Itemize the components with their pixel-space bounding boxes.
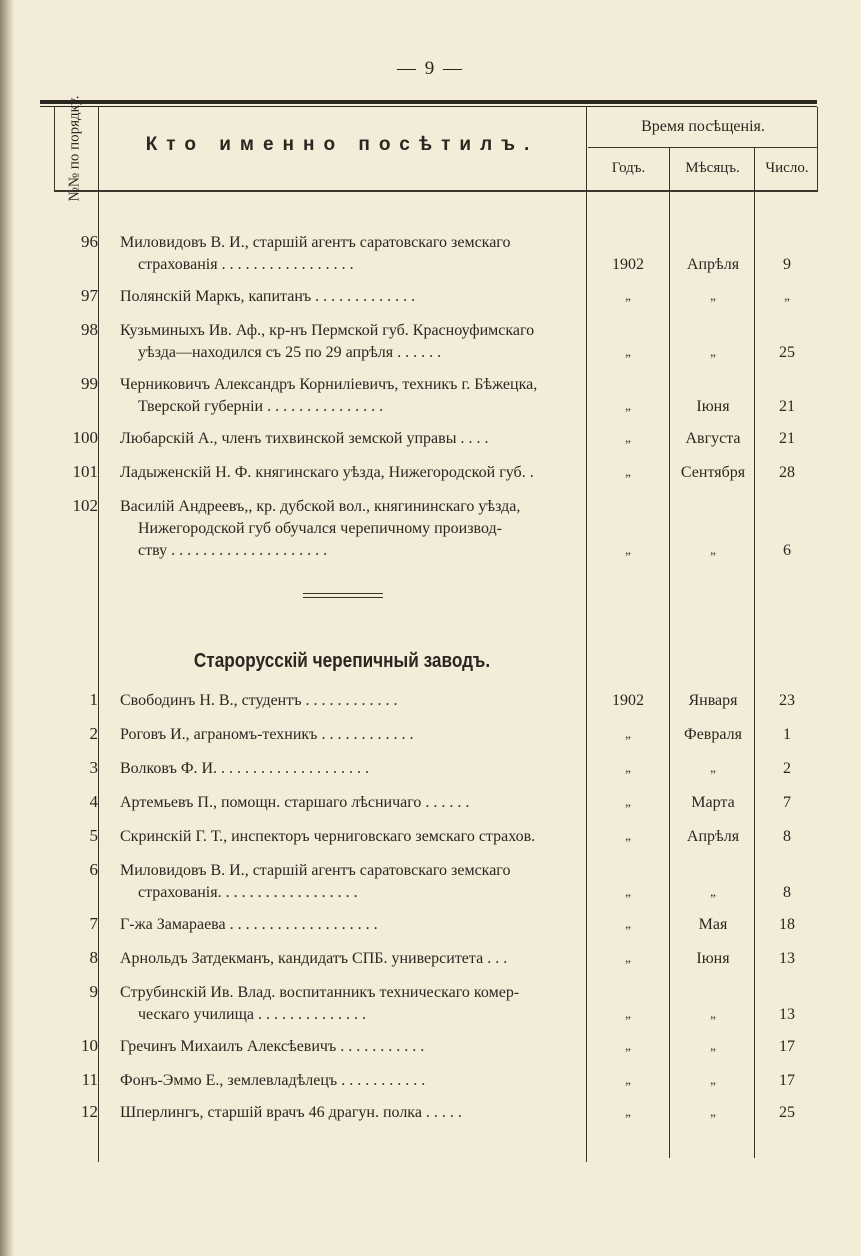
visitor-description (120, 1070, 582, 1092)
visitor-description (120, 826, 582, 848)
visitor-description (120, 232, 582, 276)
column-line (54, 107, 55, 192)
visit-year: „ (625, 1038, 631, 1053)
visit-day: 28 (779, 464, 795, 481)
visit-month: „ (710, 288, 716, 303)
section-separator (303, 593, 383, 598)
visit-year: „ (625, 760, 631, 775)
visitor-description (120, 724, 582, 746)
page-number: — 9 — (397, 58, 464, 79)
visit-year: 1902 (612, 692, 644, 709)
visit-day: 8 (783, 884, 791, 901)
visit-day: 1 (783, 726, 791, 743)
row-number: 10 (81, 1036, 98, 1055)
visit-day: 23 (779, 692, 795, 709)
visit-day: „ (784, 288, 790, 303)
description-line: Свободинъ Н. В., студентъ . . . . . . . . . . . . (120, 692, 398, 709)
column-line (586, 107, 587, 1162)
description-line: ству . . . . . . . . . . . . . . . . . . . . (138, 542, 328, 559)
description-line: Василій Андреевъ,, кр. дубской вол., княгининскаго уѣзда, (120, 498, 521, 515)
visit-day: 18 (779, 916, 795, 933)
visitor-description (120, 948, 582, 970)
row-number: 99 (81, 374, 98, 393)
visitor-description (120, 374, 582, 418)
visit-day: 13 (779, 950, 795, 967)
visitor-description (120, 914, 582, 936)
row-number: 102 (72, 496, 98, 515)
description-line: Скринскій Г. Т., инспекторъ черниговскаго земскаго страхов. (120, 828, 536, 845)
visit-day: 7 (783, 794, 791, 811)
visit-month: Января (688, 692, 738, 709)
visit-year: „ (625, 884, 631, 899)
description-line: уѣзда—находился съ 25 по 29 апрѣля . . . . . . (138, 344, 442, 361)
row-number: 98 (81, 320, 98, 339)
description-line: Г-жа Замараева . . . . . . . . . . . . . . . . . . . (120, 916, 378, 933)
row-number: 6 (89, 860, 98, 879)
visit-year: „ (625, 726, 631, 741)
description-line: Любарскій А., членъ тихвинской земской управы . . . . (120, 430, 489, 447)
visit-year: „ (625, 1006, 631, 1021)
description-line: Черниковичъ Александръ Корниліевичъ, техникъ г. Бѣжецка, (120, 376, 538, 393)
description-line: Фонъ-Эммо Е., землевладѣлецъ . . . . . . . . . . . (120, 1072, 426, 1089)
description-line: Миловидовъ В. И., старшій агентъ саратовскаго земскаго (120, 234, 511, 251)
description-line: Тверской губерніи . . . . . . . . . . . . . . . (138, 398, 384, 415)
row-number: 7 (89, 914, 98, 933)
visit-year: „ (625, 398, 631, 413)
description-line: Струбинскій Ив. Влад. воспитанникъ техническаго комер- (120, 984, 520, 1001)
visit-day: 25 (779, 1104, 795, 1121)
visitor-description (120, 496, 582, 562)
visit-day: 8 (783, 828, 791, 845)
row-number: 3 (89, 758, 98, 777)
visitor-description (120, 1102, 582, 1124)
column-line (98, 107, 99, 1162)
visit-year: „ (625, 464, 631, 479)
row-number: 100 (72, 428, 98, 447)
visit-day: 21 (779, 430, 795, 447)
description-line: Полянскій Маркъ, капитанъ . . . . . . . . . . . . . (120, 288, 416, 305)
visit-month: Апрѣля (686, 256, 740, 273)
visit-day: 2 (783, 760, 791, 777)
visit-year: „ (625, 950, 631, 965)
visit-day: 17 (779, 1038, 795, 1055)
row-number: 2 (89, 724, 98, 743)
visit-month: Мая (698, 916, 728, 933)
description-line: Миловидовъ В. И., старшій агентъ саратовскаго земскаго (120, 862, 511, 879)
visit-year: „ (625, 916, 631, 931)
visit-year: „ (625, 288, 631, 303)
column-line (669, 148, 670, 1158)
visit-year: „ (625, 344, 631, 359)
description-line: Нижегородской губ обучался черепичному производ- (138, 520, 502, 537)
visit-month: „ (710, 1006, 716, 1021)
visitor-description (120, 1036, 582, 1058)
row-number: 97 (81, 286, 98, 305)
visit-day: 13 (779, 1006, 795, 1023)
visitor-description (120, 982, 582, 1026)
visit-month: Марта (691, 794, 735, 811)
visit-month: „ (710, 542, 716, 557)
description-line: Волковъ Ф. И. . . . . . . . . . . . . . . . . . . . (120, 760, 370, 777)
visit-month: Апрѣля (686, 828, 740, 845)
row-number: 5 (89, 826, 98, 845)
visit-month: „ (710, 1072, 716, 1087)
row-number: 11 (81, 1070, 98, 1089)
visit-day: 9 (783, 256, 791, 273)
description-line: Шперлингъ, старшій врачъ 46 драгун. полка . . . . . (120, 1104, 462, 1121)
row-number: 101 (72, 462, 98, 481)
row-number: 1 (89, 690, 98, 709)
visit-month: Февраля (684, 726, 742, 743)
visit-month: „ (710, 1104, 716, 1119)
row-number: 9 (89, 982, 98, 1001)
visit-month: „ (710, 884, 716, 899)
visit-month: Сентября (680, 464, 746, 481)
row-number: 4 (89, 792, 98, 811)
visit-year: „ (625, 430, 631, 445)
visit-day: 6 (783, 542, 791, 559)
row-number: 8 (89, 948, 98, 967)
description-line: Кузьминыхъ Ив. Аф., кр-нъ Пермской губ. Красноуфимскаго (120, 322, 535, 339)
header-bottom-rule (54, 190, 817, 192)
visit-day: 25 (779, 344, 795, 361)
header-month: Мѣсяцъ. (685, 160, 740, 176)
visitor-description (120, 462, 582, 484)
visit-year: „ (625, 542, 631, 557)
description-line: ческаго училища . . . . . . . . . . . . . . (138, 1006, 367, 1023)
visitor-description (120, 320, 582, 364)
visit-month: Іюня (696, 398, 730, 415)
visit-month: Іюня (696, 950, 730, 967)
visit-year: „ (625, 828, 631, 843)
description-line: страхованія . . . . . . . . . . . . . . . . . (138, 256, 354, 273)
visit-year: 1902 (612, 256, 644, 273)
header-day: Число. (765, 160, 809, 176)
visitor-description (120, 690, 582, 712)
visitor-description (120, 860, 582, 904)
section-title: Старорусскій черепичный заводъ. (193, 650, 491, 672)
page-edge (0, 0, 14, 1256)
header-number-column: №№ по порядку. (66, 94, 83, 202)
top-rule-thin (40, 106, 817, 107)
header-year: Годъ. (611, 160, 646, 176)
visit-day: 17 (779, 1072, 795, 1089)
row-number: 96 (81, 232, 98, 251)
visit-month: Августа (685, 430, 741, 447)
visit-year: „ (625, 1104, 631, 1119)
visitor-description (120, 428, 582, 450)
description-line: Ладыженскій Н. Ф. княгинскаго уѣзда, Нижегородской губ. . (120, 464, 534, 481)
header-divider (588, 147, 817, 148)
visit-year: „ (625, 794, 631, 809)
description-line: страхованія. . . . . . . . . . . . . . . . . . (138, 884, 358, 901)
visit-day: 21 (779, 398, 795, 415)
description-line: Гречинъ Михаилъ Алексѣевичъ . . . . . . . . . . . (120, 1038, 425, 1055)
header-visitor: Кто именно посѣтилъ. (145, 134, 539, 155)
visit-year: „ (625, 1072, 631, 1087)
visitor-description (120, 286, 582, 308)
visit-month: „ (710, 344, 716, 359)
header-visit-time: Время посѣщенія. (641, 118, 765, 135)
description-line: Роговъ И., аграномъ-техникъ . . . . . . . . . . . . (120, 726, 414, 743)
visit-month: „ (710, 760, 716, 775)
row-number: 12 (81, 1102, 98, 1121)
visitor-description (120, 758, 582, 780)
visit-month: „ (710, 1038, 716, 1053)
description-line: Артемьевъ П., помощн. старшаго лѣсничаго . . . . . . (120, 794, 470, 811)
description-line: Арнольдъ Затдекманъ, кандидатъ СПБ. университета . . . (120, 950, 508, 967)
visitor-description (120, 792, 582, 814)
top-rule (40, 100, 817, 104)
